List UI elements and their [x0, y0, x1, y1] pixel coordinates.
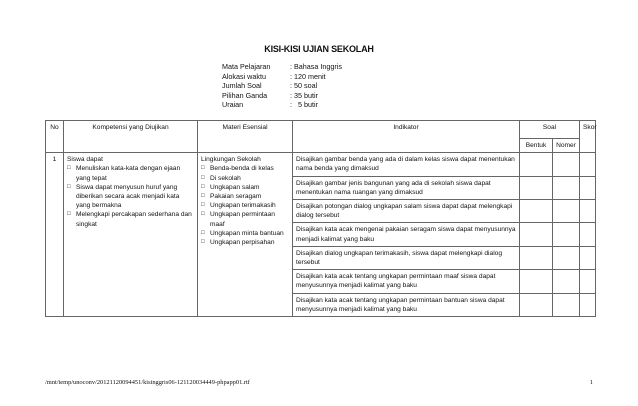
header-no: No [46, 121, 64, 153]
info-value: : 120 menit [290, 71, 326, 81]
skor-cell [580, 153, 596, 176]
materi-cell [198, 153, 293, 317]
materi-list [201, 164, 289, 247]
exam-info [222, 62, 342, 110]
nomer-cell [553, 293, 580, 316]
bentuk-cell [520, 200, 553, 223]
bentuk-cell [520, 270, 553, 293]
list-item: □ Ungkapan minta bantuan [201, 229, 289, 238]
list-item: □ Pakaian seragam [201, 192, 289, 201]
indikator-cell: Disajikan potongan dialog ungkapan salam siswa dapat dapat melengkapi dialog tersebut [293, 200, 520, 223]
skor-cell [580, 176, 596, 199]
indikator-cell: Disajikan dialog ungkapan terimakasih, siswa dapat melengkapi dialog tersebut [293, 246, 520, 269]
indikator-cell: Disajikan gambar benda yang ada di dalam kelas siswa dapat menentukan nama benda yang dimaksud [293, 153, 520, 176]
header-nomer: Nomer [553, 139, 580, 153]
list-item: □ Menuliskan kata-kata dengan ejaan yang tepat [67, 164, 194, 182]
header-materi: Materi Esensial [198, 121, 293, 153]
skor-cell [580, 270, 596, 293]
list-item: □ Siswa dapat menyusun huruf yang diberikan secara acak menjadi kata yang bermakna [67, 183, 194, 211]
nomer-cell [553, 270, 580, 293]
bentuk-cell [520, 293, 553, 316]
bentuk-cell [520, 153, 553, 176]
list-item: □ Ungkapan salam [201, 183, 289, 192]
table-row [46, 153, 596, 176]
nomer-cell [553, 223, 580, 246]
info-value: : 35 butir [290, 90, 318, 100]
header-soal: Soal [520, 121, 580, 139]
kisi-kisi-table [45, 120, 596, 317]
info-row [222, 72, 342, 82]
list-item: □ Benda-benda di kelas [201, 164, 289, 173]
skor-cell [580, 246, 596, 269]
list-item: □ Ungkapan permintaan maaf [201, 210, 289, 228]
header-indikator: Indikator [293, 121, 520, 153]
info-key: Mata Pelajaran [222, 62, 271, 71]
indikator-cell: Disajikan gambar jenis bangunan yang ada di sekolah siswa dapat menentukan nama ruangan yang dimaksud [293, 176, 520, 199]
skor-cell [580, 200, 596, 223]
indikator-cell: Disajikan kata acak tentang ungkapan permintaan maaf siswa dapat menyusunnya menjadi kalimat yang baku [293, 270, 520, 293]
header-kompetensi: Kompetensi yang Diujikan [64, 121, 198, 153]
info-row [222, 100, 342, 110]
info-value: : 5 butir [290, 100, 318, 110]
bentuk-cell [520, 176, 553, 199]
header-bentuk: Bentuk [520, 139, 553, 153]
kompetensi-lead: Siswa dapat [67, 156, 103, 164]
info-key: Jumlah Soal [222, 81, 262, 91]
header-skor: Skor [580, 121, 596, 153]
file-path: /mnt/temp/unoconv/20121120094451/kisinggris06-121120034449-phpapp01.rtf [45, 379, 250, 386]
info-key: Uraian [222, 100, 244, 110]
document-title: KISI-KISI UJIAN SEKOLAH [264, 44, 374, 54]
list-item: □ Ungkapan perpisahan [201, 238, 289, 247]
nomer-cell [553, 153, 580, 176]
info-value: : Bahasa Inggris [290, 62, 342, 71]
list-item: □ Ungkapan terimakasih [201, 201, 289, 210]
kompetensi-cell [64, 153, 198, 317]
info-row [222, 81, 342, 91]
page-footer [45, 379, 593, 386]
nomer-cell [553, 176, 580, 199]
bentuk-cell [520, 246, 553, 269]
skor-cell [580, 293, 596, 316]
bentuk-cell [520, 223, 553, 246]
info-row [222, 91, 342, 101]
info-key: Alokasi waktu [222, 71, 266, 81]
kompetensi-list [67, 164, 194, 228]
list-item: □ Di sekolah [201, 174, 289, 183]
materi-lead: Lingkungan Sekolah [201, 156, 261, 164]
row-number: 1 [46, 153, 64, 317]
page-number: 1 [589, 379, 593, 386]
info-value: : 50 soal [290, 81, 318, 91]
info-row [222, 62, 342, 72]
indikator-cell: Disajikan kata acak tentang ungkapan permintaan bantuan siswa dapat menyusunnya menjadi kalimat yang baku [293, 293, 520, 316]
nomer-cell [553, 246, 580, 269]
indikator-cell: Disajikan kata acak mengenai pakaian seragam siswa dapat menyusunnya menjadi kalimat yang baku [293, 223, 520, 246]
list-item: □ Melengkapi percakapan sederhana dan singkat [67, 210, 194, 228]
info-key: Pilihan Ganda [222, 90, 268, 100]
table-header-row [46, 121, 596, 139]
skor-cell [580, 223, 596, 246]
nomer-cell [553, 200, 580, 223]
